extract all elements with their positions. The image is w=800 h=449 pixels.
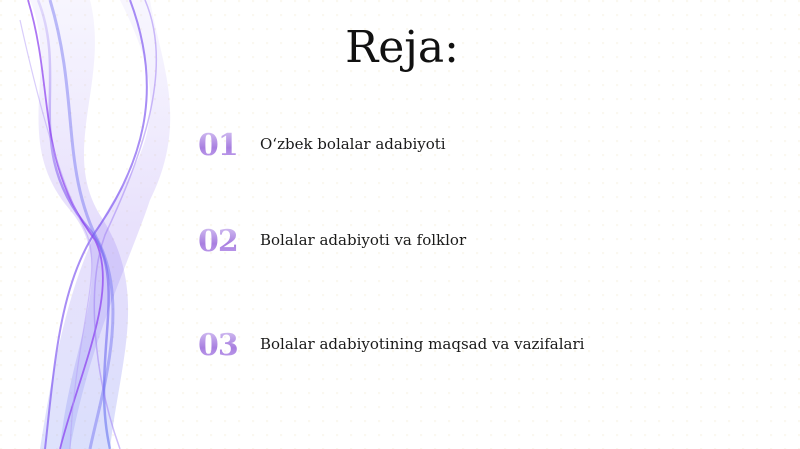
item-text: Bolalar adabiyotining maqsad va vazifalari (260, 335, 585, 353)
item-number: 02 (198, 224, 248, 260)
item-number: 01 (198, 128, 248, 164)
item-number: 03 (198, 328, 248, 364)
item-text: Bolalar adabiyoti va folklor (260, 231, 467, 249)
slide-title: Reja: (345, 22, 459, 73)
item-text: O‘zbek bolalar adabiyoti (260, 135, 446, 153)
